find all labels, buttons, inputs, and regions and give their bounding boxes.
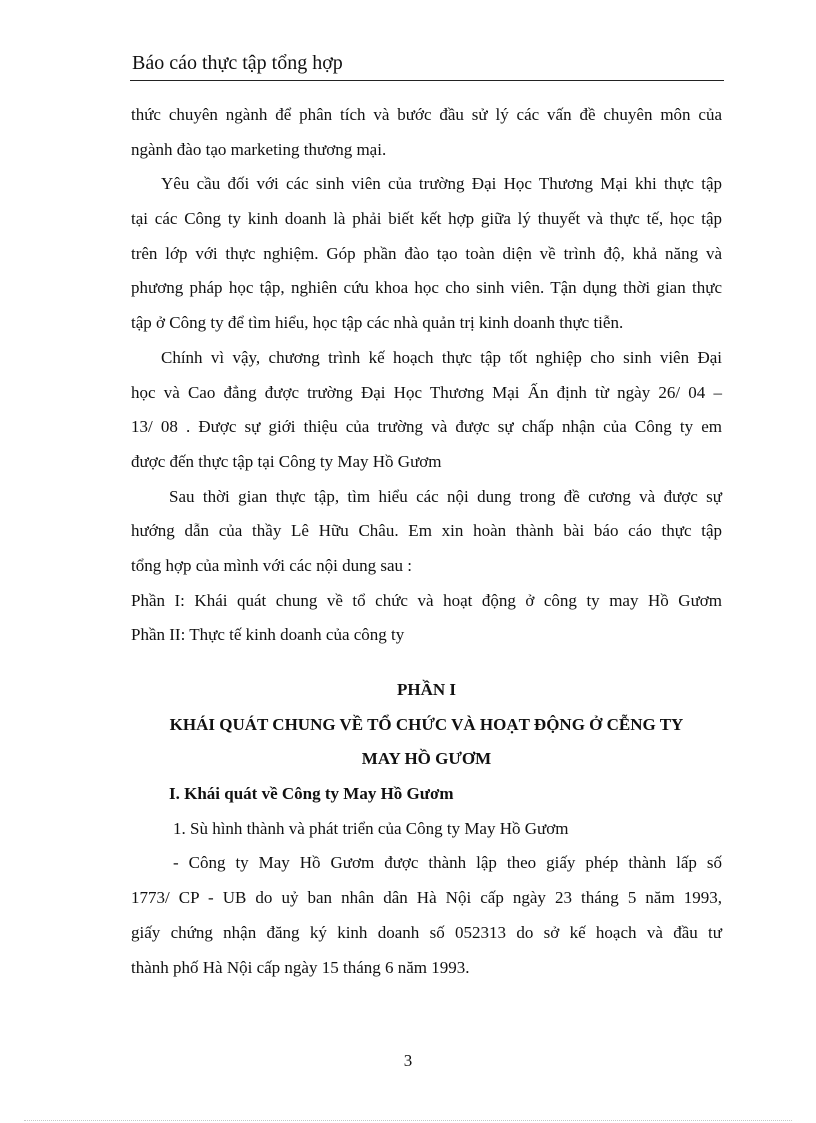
text-line: học và Cao đẳng được trường Đại Học Thương Mại Ấn định từ ngày 26/ 04 – — [131, 382, 722, 402]
text-line: ngành đào tạo marketing thương mại. — [131, 139, 387, 159]
text-line: tập ở Công ty để tìm hiểu, học tập các nhà quản trị kinh doanh thực tiễn. — [131, 313, 624, 333]
numbered-item: 1. Sù hình thành và phát triển của Công ty May Hồ Gươm — [173, 818, 569, 838]
text-line: tổng hợp của mình với các nội dung sau : — [131, 555, 412, 575]
text-line: - Công ty May Hồ Gươm được thành lập theo giấy phép thành lấp số — [173, 853, 722, 873]
text-line: Chính vì vậy, chương trình kế hoạch thực tập tốt nghiệp cho sinh viên Đại — [161, 347, 722, 367]
header-title: Báo cáo thực tập tổng hợp — [132, 52, 343, 74]
text-line: phương pháp học tập, nghiên cứu khoa học cho sinh viên. Tận dụng thời gian thực — [131, 278, 722, 298]
text-line: Yêu cầu đối với các sinh viên của trường Đại Học Thương Mại khi thực tập — [161, 174, 722, 194]
text-line: Sau thời gian thực tập, tìm hiểu các nội dung trong đề cương và được sự — [169, 486, 722, 506]
section-title-line-1: KHÁI QUÁT CHUNG VỀ TỔ CHỨC VÀ HOẠT ĐỘNG Ở CỄNG TY — [169, 714, 684, 734]
text-line: Phần I: Khái quát chung về tổ chức và hoạt động ở công ty may Hồ Gươm — [131, 590, 722, 610]
text-line: thức chuyên ngành để phân tích và bước đầu sử lý các vấn đề chuyên môn của — [131, 105, 722, 124]
text-line: giấy chứng nhận đăng ký kinh doanh số 052313 do sở kế hoạch và đầu tư — [131, 922, 722, 942]
text-line: 1773/ CP - UB do uỷ ban nhân dân Hà Nội cấp ngày 23 tháng 5 năm 1993, — [131, 888, 722, 908]
text-line: thành phố Hà Nội cấp ngày 15 tháng 6 năm 1993. — [131, 957, 470, 977]
page-header — [130, 50, 724, 81]
text-line: trên lớp với thực nghiệm. Góp phần đào tạo toàn diện về trình độ, khả năng và — [131, 243, 722, 263]
part-label: PHẦN I — [396, 680, 457, 699]
page-bottom-rule — [24, 1120, 792, 1121]
text-line: tại các Công ty kinh doanh là phải biết kết hợp giữa lý thuyết và thực tế, học tập — [131, 209, 722, 229]
text-line: Phần II: Thực tế kinh doanh của công ty — [131, 625, 405, 645]
page-number: 3 — [403, 1051, 413, 1070]
section-title-line-2: MAY HỒ GƯƠM — [361, 749, 492, 769]
text-line: hướng dẫn của thầy Lê Hữu Châu. Em xin hoàn thành bài báo cáo thực tập — [131, 521, 722, 541]
text-line: 13/ 08 . Được sự giới thiệu của trường và được sự chấp nhận của Công ty em — [131, 417, 722, 437]
subheading: I. Khái quát về Công ty May Hồ Gươm — [169, 784, 454, 804]
document-body — [131, 98, 722, 985]
text-line: được đến thực tập tại Công ty May Hồ Gươm — [131, 451, 442, 471]
